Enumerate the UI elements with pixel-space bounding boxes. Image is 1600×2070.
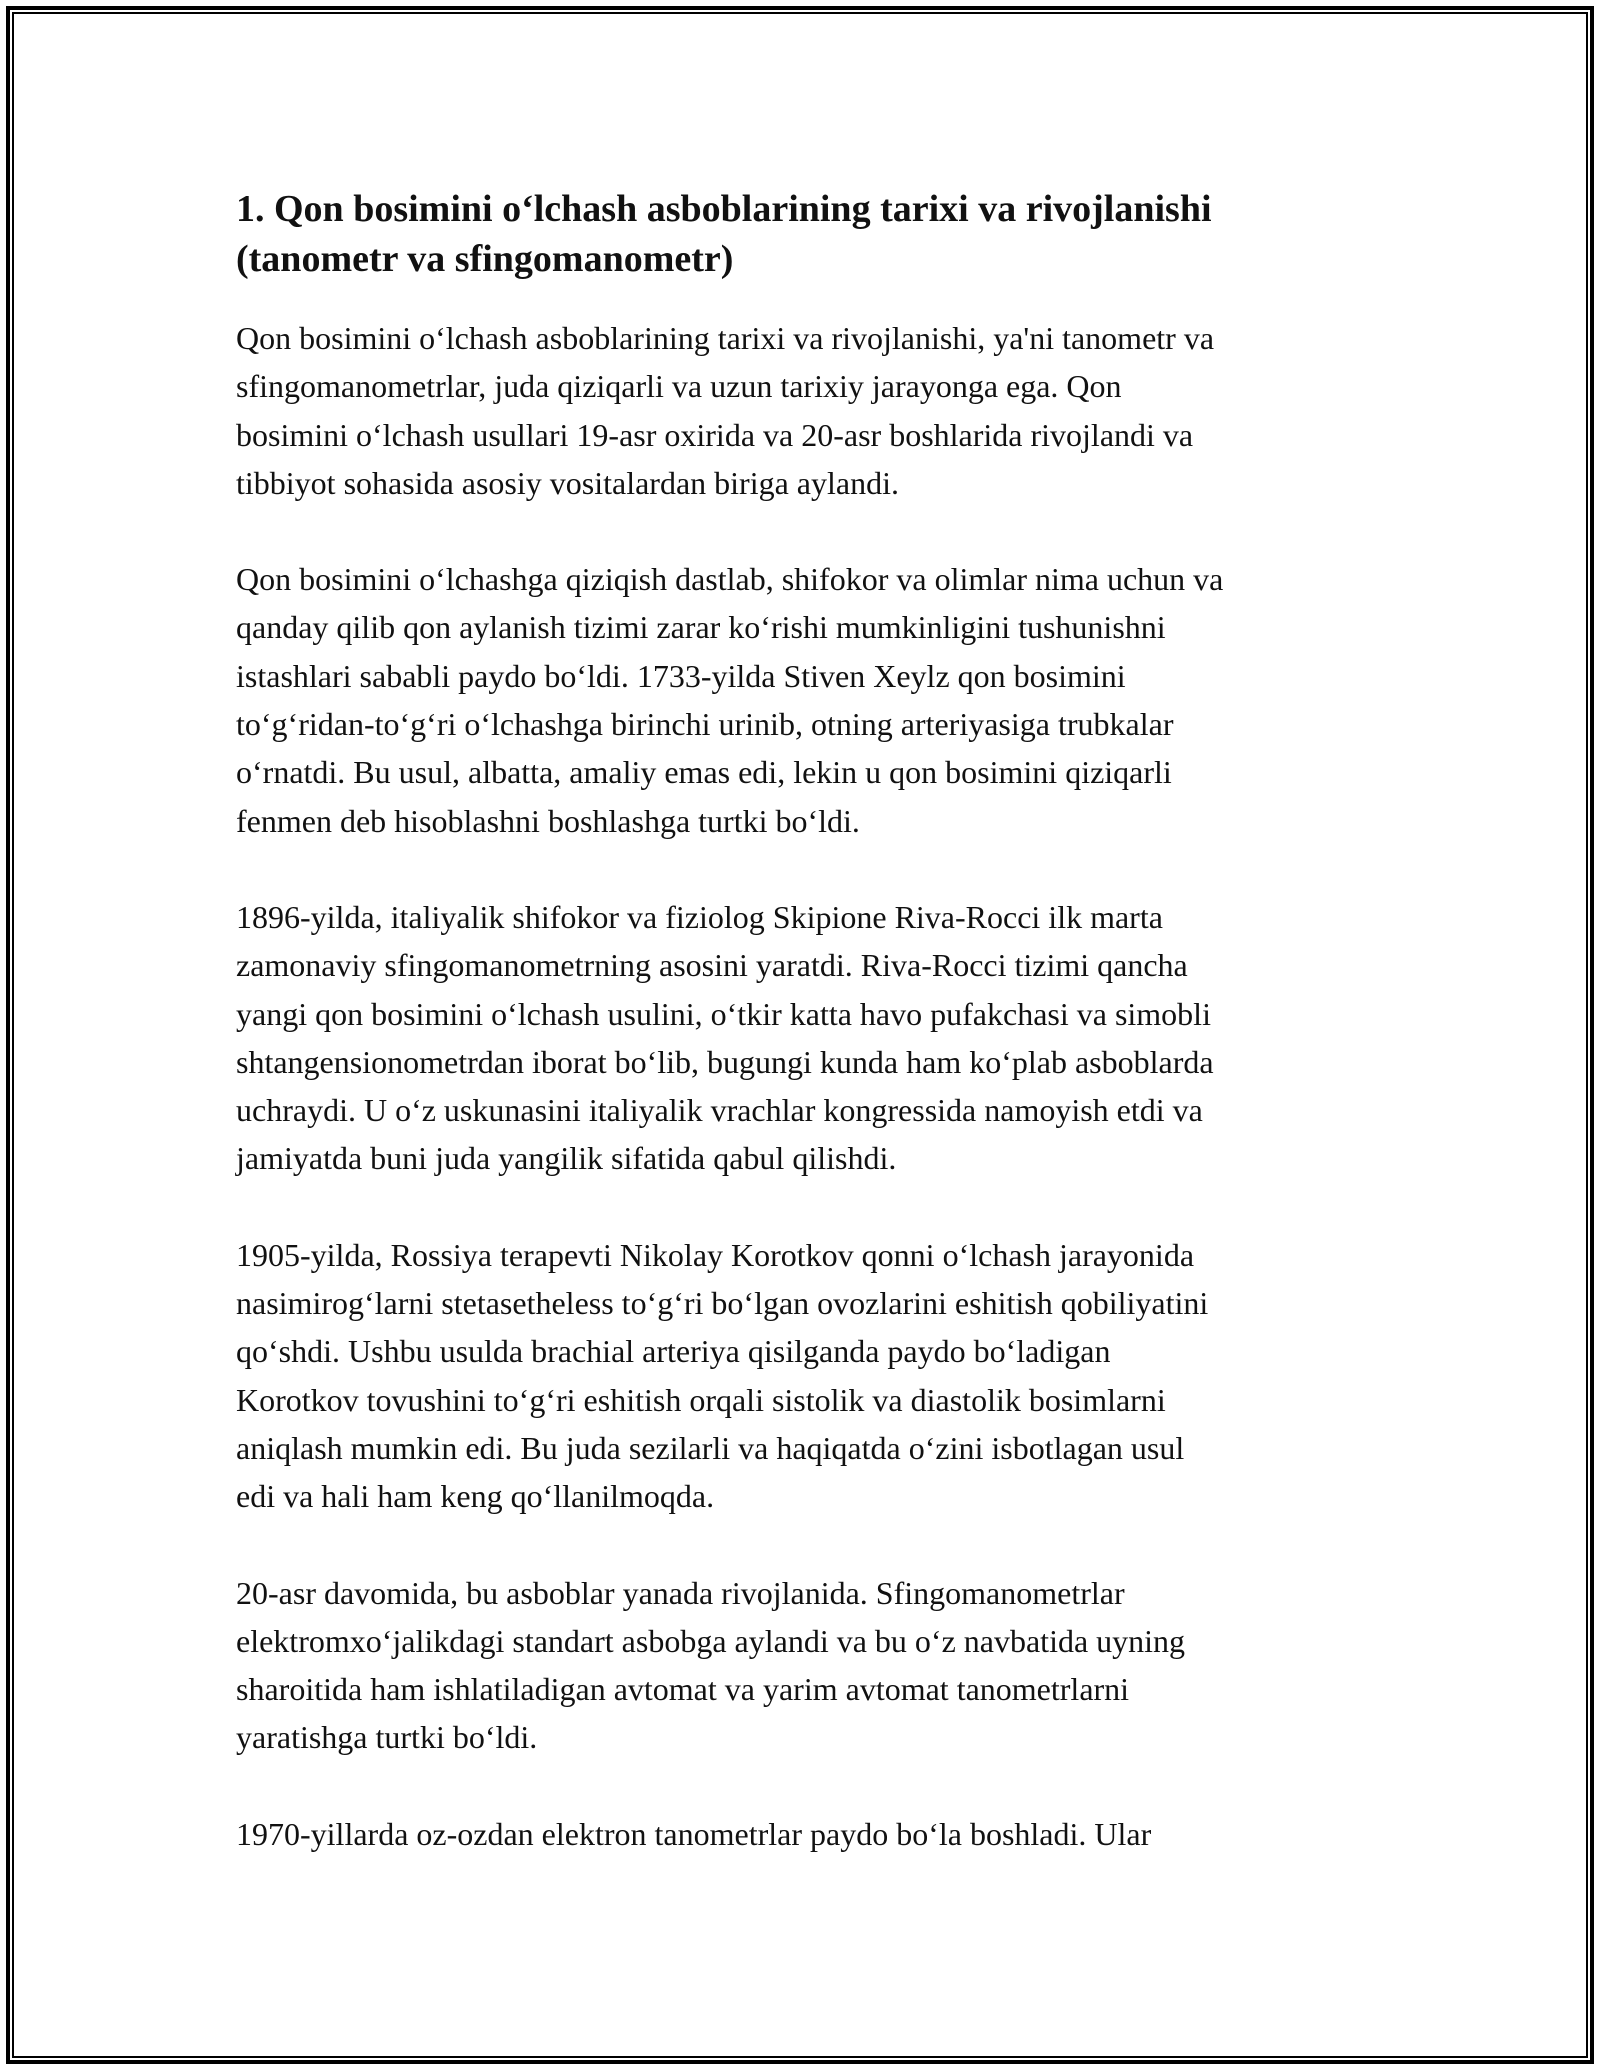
paragraph-6: 1970-yillarda oz-ozdan elektron tanometrlar paydo bo‘la boshladi. Ular [236,1815,1152,1852]
section-heading: 1. Qon bosimini o‘lchash asboblarining tarixi va rivojlanishi (tanometr va sfingomanometr) [236,188,1212,280]
paragraph-4: 1905-yilda, Rossiya terapevti Nikolay Korotkov qonni o‘lchash jarayonida nasimirog‘larni stetasetheless to‘g‘ri bo‘lgan ovozlarini eshitish qobiliyatini qo‘shdi. Ushbu usulda brachial arteriya qisilganda paydo bo‘ladigan Korotkov tovushini to‘g‘ri eshitish orqali sistolik va diastolik bosimlarni aniqlash mumkin edi. Bu juda sezilarli va haqiqatda o‘zini isbotlagan usul edi va hali ham keng qo‘llanilmoqda. [236,1236,1209,1515]
paragraph-3: 1896-yilda, italiyalik shifokor va fiziolog Skipione Riva-Rocci ilk marta zamonaviy sfingomanometrning asosini yaratdi. Riva-Rocci tizimi qancha yangi qon bosimini o‘lchash usulini, o‘tkir katta havo pufakchasi va simobli shtangensionometrdan iborat bo‘lib, bugungi kunda ham ko‘plab asboblarda uchraydi. U o‘z uskunasini italiyalik vrachlar kongressida namoyish etdi va jamiyatda buni juda yangilik sifatida qabul qilishdi. [236,898,1214,1177]
paragraph-5: 20-asr davomida, bu asboblar yanada rivojlanida. Sfingomanometrlar elektromxo‘jalikdagi standart asbobga aylandi va bu o‘z navbatida uyning sharoitida ham ishlatiladigan avtomat va yarim avtomat tanometrlarni yaratishga turtki bo‘ldi. [236,1574,1186,1756]
paragraph-2: Qon bosimini o‘lchashga qiziqish dastlab, shifokor va olimlar nima uchun va qanday qilib qon aylanish tizimi zarar ko‘rishi mumkinligini tushunishni istashlari sababli paydo bo‘ldi. 1733-yilda Stiven Xeylz qon bosimini to‘g‘ridan-to‘g‘ri o‘lchashga birinchi urinib, otning arteriyasiga trubkalar o‘rnatdi. Bu usul, albatta, amaliy emas edi, lekin u qon bosimini qiziqarli fenmen deb hisoblashni boshlashga turtki bo‘ldi. [236,561,1224,839]
document-body [236,184,1386,1906]
paragraph-1: Qon bosimini o‘lchash asboblarining tarixi va rivojlanishi, ya'ni tanometr va sfingomanometrlar, juda qiziqarli va uzun tarixiy jarayonga ega. Qon bosimini o‘lchash usullari 19-asr oxirida va 20-asr boshlarida rivojlandi va tibbiyot sohasida asosiy vositalardan biriga aylandi. [236,320,1215,501]
